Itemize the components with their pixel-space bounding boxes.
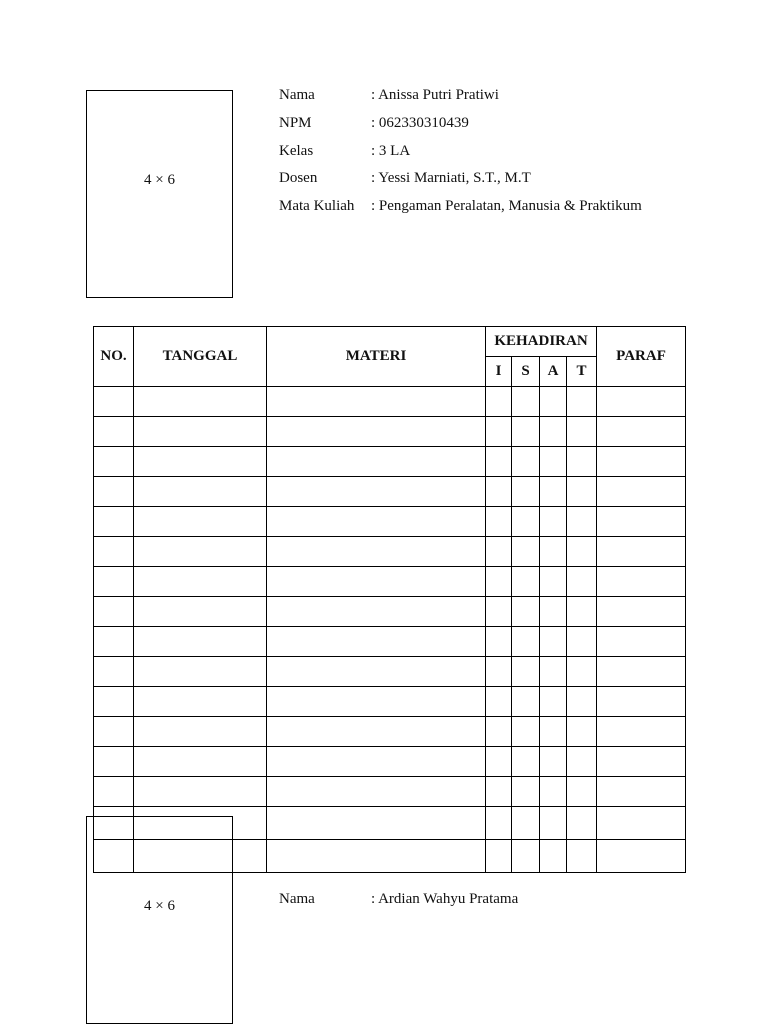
cell-s[interactable]	[512, 747, 540, 777]
cell-no[interactable]	[94, 447, 134, 477]
cell-s[interactable]	[512, 477, 540, 507]
cell-no[interactable]	[94, 507, 134, 537]
info-row-nama	[279, 886, 518, 914]
cell-materi[interactable]	[267, 387, 486, 417]
header-paraf: PARAF	[597, 327, 686, 387]
cell-s[interactable]	[512, 507, 540, 537]
header-code-s: S	[512, 357, 540, 387]
cell-t[interactable]	[567, 657, 597, 687]
cell-paraf[interactable]	[597, 840, 686, 873]
cell-tanggal[interactable]	[134, 447, 267, 477]
table-body	[94, 387, 686, 873]
cell-paraf[interactable]	[597, 657, 686, 687]
cell-materi[interactable]	[267, 477, 486, 507]
cell-a[interactable]	[540, 627, 567, 657]
cell-i[interactable]	[486, 417, 512, 447]
cell-a[interactable]	[540, 477, 567, 507]
cell-paraf[interactable]	[597, 507, 686, 537]
cell-no[interactable]	[94, 537, 134, 567]
cell-tanggal[interactable]	[134, 627, 267, 657]
cell-tanggal[interactable]	[134, 777, 267, 807]
cell-t[interactable]	[567, 627, 597, 657]
cell-paraf[interactable]	[597, 537, 686, 567]
cell-no[interactable]	[94, 477, 134, 507]
info-row-mata-kuliah	[279, 193, 642, 221]
table-row	[94, 477, 686, 507]
cell-a[interactable]	[540, 537, 567, 567]
info-row-npm	[279, 110, 642, 138]
cell-materi[interactable]	[267, 597, 486, 627]
cell-materi[interactable]	[267, 747, 486, 777]
cell-paraf[interactable]	[597, 777, 686, 807]
table-row	[94, 597, 686, 627]
header-code-a: A	[540, 357, 567, 387]
cell-tanggal[interactable]	[134, 597, 267, 627]
cell-t[interactable]	[567, 537, 597, 567]
cell-paraf[interactable]	[597, 807, 686, 840]
cell-t[interactable]	[567, 597, 597, 627]
photo-size-label: 4 × 6	[144, 898, 175, 914]
info-key: NPM	[279, 114, 312, 131]
cell-a[interactable]	[540, 717, 567, 747]
cell-s[interactable]	[512, 717, 540, 747]
cell-a[interactable]	[540, 807, 567, 840]
student-info-top	[279, 82, 642, 221]
cell-s[interactable]	[512, 687, 540, 717]
cell-i[interactable]	[486, 447, 512, 477]
cell-t[interactable]	[567, 840, 597, 873]
cell-paraf[interactable]	[597, 477, 686, 507]
cell-a[interactable]	[540, 447, 567, 477]
cell-materi[interactable]	[267, 657, 486, 687]
cell-a[interactable]	[540, 747, 567, 777]
header-code-t: T	[567, 357, 597, 387]
cell-no[interactable]	[94, 777, 134, 807]
info-value: : 062330310439	[371, 114, 469, 131]
cell-paraf[interactable]	[597, 717, 686, 747]
cell-t[interactable]	[567, 687, 597, 717]
cell-tanggal[interactable]	[134, 477, 267, 507]
cell-a[interactable]	[540, 777, 567, 807]
info-key: Nama	[279, 891, 315, 907]
cell-materi[interactable]	[267, 777, 486, 807]
cell-s[interactable]	[512, 840, 540, 873]
cell-s[interactable]	[512, 387, 540, 417]
cell-tanggal[interactable]	[134, 567, 267, 597]
cell-no[interactable]	[94, 567, 134, 597]
cell-i[interactable]	[486, 747, 512, 777]
cell-materi[interactable]	[267, 507, 486, 537]
table-row	[94, 537, 686, 567]
cell-s[interactable]	[512, 657, 540, 687]
info-key: Nama	[279, 87, 315, 103]
cell-no[interactable]	[94, 657, 134, 687]
table-row	[94, 657, 686, 687]
cell-i[interactable]	[486, 387, 512, 417]
cell-a[interactable]	[540, 657, 567, 687]
cell-t[interactable]	[567, 477, 597, 507]
cell-a[interactable]	[540, 597, 567, 627]
cell-t[interactable]	[567, 447, 597, 477]
cell-no[interactable]	[94, 747, 134, 777]
header-tanggal: TANGGAL	[134, 327, 267, 387]
cell-no[interactable]	[94, 687, 134, 717]
cell-i[interactable]	[486, 840, 512, 873]
cell-tanggal[interactable]	[134, 657, 267, 687]
info-key: Dosen	[279, 170, 318, 187]
cell-tanggal[interactable]	[134, 417, 267, 447]
cell-a[interactable]	[540, 387, 567, 417]
info-row-nama	[279, 82, 642, 110]
cell-a[interactable]	[540, 567, 567, 597]
cell-materi[interactable]	[267, 840, 486, 873]
cell-tanggal[interactable]	[134, 537, 267, 567]
info-value: : Ardian Wahyu Pratama	[371, 891, 519, 907]
cell-materi[interactable]	[267, 567, 486, 597]
cell-materi[interactable]	[267, 537, 486, 567]
cell-tanggal[interactable]	[134, 747, 267, 777]
cell-paraf[interactable]	[597, 627, 686, 657]
cell-materi[interactable]	[267, 447, 486, 477]
cell-a[interactable]	[540, 507, 567, 537]
header-no: NO.	[94, 327, 134, 387]
cell-i[interactable]	[486, 537, 512, 567]
cell-paraf[interactable]	[597, 567, 686, 597]
cell-no[interactable]	[94, 627, 134, 657]
cell-tanggal[interactable]	[134, 507, 267, 537]
cell-a[interactable]	[540, 687, 567, 717]
cell-s[interactable]	[512, 627, 540, 657]
cell-no[interactable]	[94, 597, 134, 627]
cell-i[interactable]	[486, 477, 512, 507]
cell-i[interactable]	[486, 567, 512, 597]
info-key: Kelas	[279, 142, 314, 159]
table-row	[94, 447, 686, 477]
cell-t[interactable]	[567, 507, 597, 537]
cell-paraf[interactable]	[597, 687, 686, 717]
cell-materi[interactable]	[267, 717, 486, 747]
cell-t[interactable]	[567, 717, 597, 747]
cell-s[interactable]	[512, 417, 540, 447]
cell-t[interactable]	[567, 747, 597, 777]
cell-paraf[interactable]	[597, 387, 686, 417]
cell-s[interactable]	[512, 597, 540, 627]
cell-tanggal[interactable]	[134, 717, 267, 747]
cell-a[interactable]	[540, 417, 567, 447]
table-row	[94, 507, 686, 537]
cell-s[interactable]	[512, 807, 540, 840]
cell-a[interactable]	[540, 840, 567, 873]
cell-t[interactable]	[567, 387, 597, 417]
header-materi: MATERI	[267, 327, 486, 387]
table-row	[94, 717, 686, 747]
cell-materi[interactable]	[267, 687, 486, 717]
info-value: : Pengaman Peralatan, Manusia & Praktikum	[371, 198, 642, 215]
cell-no[interactable]	[94, 717, 134, 747]
info-value: : Yessi Marniati, S.T., M.T	[371, 170, 531, 187]
header-code-i: I	[486, 357, 512, 387]
table-row	[94, 627, 686, 657]
cell-tanggal[interactable]	[134, 387, 267, 417]
cell-paraf[interactable]	[597, 447, 686, 477]
cell-materi[interactable]	[267, 807, 486, 840]
cell-s[interactable]	[512, 567, 540, 597]
cell-materi[interactable]	[267, 627, 486, 657]
table-row	[94, 387, 686, 417]
cell-i[interactable]	[486, 777, 512, 807]
table-row	[94, 417, 686, 447]
table-row	[94, 747, 686, 777]
cell-materi[interactable]	[267, 417, 486, 447]
header-kehadiran: KEHADIRAN	[486, 327, 597, 357]
cell-i[interactable]	[486, 597, 512, 627]
header-row	[94, 327, 686, 357]
info-key: Mata Kuliah	[279, 198, 355, 215]
cell-i[interactable]	[486, 627, 512, 657]
cell-i[interactable]	[486, 807, 512, 840]
cell-tanggal[interactable]	[134, 687, 267, 717]
table-row	[94, 567, 686, 597]
cell-i[interactable]	[486, 507, 512, 537]
cell-paraf[interactable]	[597, 417, 686, 447]
cell-i[interactable]	[486, 657, 512, 687]
cell-no[interactable]	[94, 387, 134, 417]
cell-t[interactable]	[567, 807, 597, 840]
cell-s[interactable]	[512, 447, 540, 477]
cell-t[interactable]	[567, 567, 597, 597]
info-row-dosen	[279, 165, 642, 193]
info-value: : 3 LA	[371, 142, 411, 159]
cell-no[interactable]	[94, 417, 134, 447]
info-value: : Anissa Putri Pratiwi	[371, 87, 499, 103]
info-row-kelas	[279, 138, 642, 166]
cell-paraf[interactable]	[597, 597, 686, 627]
table-row	[94, 777, 686, 807]
student-info-bottom	[279, 886, 518, 914]
cell-i[interactable]	[486, 687, 512, 717]
photo-size-label: 4 × 6	[144, 172, 175, 188]
cell-t[interactable]	[567, 777, 597, 807]
photo-placeholder-bottom	[86, 816, 233, 1024]
photo-placeholder-top	[86, 90, 233, 298]
attendance-table	[93, 326, 686, 873]
table-row	[94, 687, 686, 717]
cell-i[interactable]	[486, 717, 512, 747]
cell-t[interactable]	[567, 417, 597, 447]
cell-paraf[interactable]	[597, 747, 686, 777]
cell-s[interactable]	[512, 537, 540, 567]
cell-s[interactable]	[512, 777, 540, 807]
